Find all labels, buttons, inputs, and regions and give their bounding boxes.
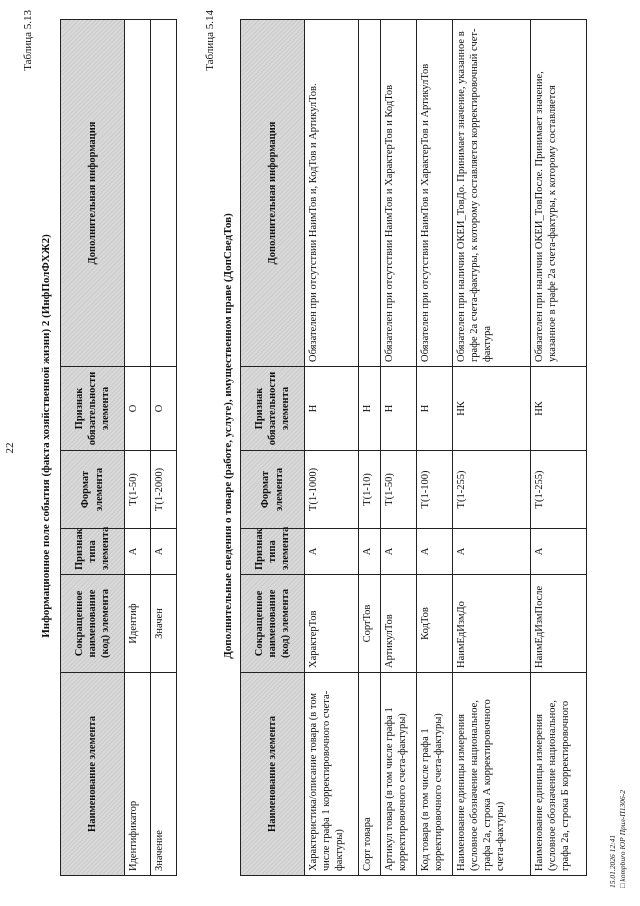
table1-header-row xyxy=(61,20,125,876)
table2-header-required: Признак обязательности элемента xyxy=(241,367,305,451)
cell: Наименование единицы измерения (условное обозначение национальное, графа 2а, строка А корректировочного счета-фактуры) xyxy=(453,673,531,876)
cell: Сорт товара xyxy=(359,673,381,876)
cell: Значение xyxy=(151,673,177,876)
cell: T(1-2000) xyxy=(151,451,177,529)
table-row xyxy=(531,20,587,876)
cell: Характеристика/описание товара (в том числе графа 1 корректировочного счета-фактуры) xyxy=(305,673,359,876)
cell: T(1-100) xyxy=(417,451,453,529)
cell: Идентификатор xyxy=(125,673,151,876)
cell xyxy=(151,20,177,367)
cell: Обязателен при отсутствии НаимТов и ХарактерТов и АртикулТов xyxy=(417,20,453,367)
cell: СортТов xyxy=(359,575,381,673)
cell: АртикулТов xyxy=(381,575,417,673)
cell: НаимЕдИзмПосле xyxy=(531,575,587,673)
table1-header-info: Дополнительная информация xyxy=(61,20,125,367)
cell: А xyxy=(151,529,177,575)
cell: Идентиф xyxy=(125,575,151,673)
cell: А xyxy=(453,529,531,575)
cell: А xyxy=(381,529,417,575)
cell: T(1-255) xyxy=(453,451,531,529)
table1-header-required: Признак обязательности элемента xyxy=(61,367,125,451)
cell: Значен xyxy=(151,575,177,673)
table2-header-row xyxy=(241,20,305,876)
cell: А xyxy=(417,529,453,575)
table2-header-format: Формат элемента xyxy=(241,451,305,529)
table1-header-type: Признак типа элемента xyxy=(61,529,125,575)
cell: T(1-50) xyxy=(125,451,151,529)
cell: Н xyxy=(305,367,359,451)
footer-date: 15.01.2026 12:41 xyxy=(608,834,617,888)
table-row xyxy=(417,20,453,876)
cell: T(1-10) xyxy=(359,451,381,529)
cell: Н xyxy=(417,367,453,451)
cell: Код товара (в том числе графа 1 корректировочного счета-фактуры) xyxy=(417,673,453,876)
table1-header-code: Сокращенное наименование (код) элемента xyxy=(61,575,125,673)
cell: КодТов xyxy=(417,575,453,673)
cell: Н xyxy=(381,367,417,451)
cell: А xyxy=(125,529,151,575)
table1-caption: Информационное поле события (факта хозяйственной жизни) 2 (ИнфПолФХЖ2) xyxy=(40,234,52,638)
table1-header-format: Формат элемента xyxy=(61,451,125,529)
table-row xyxy=(381,20,417,876)
table-row xyxy=(125,20,151,876)
table2-header-name: Наименование элемента xyxy=(241,673,305,876)
cell: Наименование единицы измерения (условное обозначение национальное, графа 2а, строка Б корректировочного xyxy=(531,673,587,876)
cell: Обязателен при наличии ОКЕИ_ТовДо. Принимает значение, указанное в графе 2а счета-фактуры, к которому составляется корректировочный счет-фактура xyxy=(453,20,531,367)
footer-stamp xyxy=(608,728,628,888)
cell: НК xyxy=(531,367,587,451)
table2-header-code: Сокращенное наименование (код) элемента xyxy=(241,575,305,673)
cell: Обязателен при отсутствии НаимТов и ХарактерТов и КодТов xyxy=(381,20,417,367)
table-row xyxy=(453,20,531,876)
table-row xyxy=(305,20,359,876)
table2-caption: Дополнительные сведения о товаре (работе, услуге), имущественном праве (ДопСведТов) xyxy=(222,213,234,659)
cell: T(1-255) xyxy=(531,451,587,529)
cell: А xyxy=(305,529,359,575)
cell: А xyxy=(359,529,381,575)
footer-id: □ kompburo ЮР Прил-П1306-2 xyxy=(617,790,627,888)
cell: Н xyxy=(359,367,381,451)
cell: Обязателен при наличии ОКЕИ_ТовПосле. Принимает значение, указанное в графе 2а счета-фактуры, к которому составляется xyxy=(531,20,587,367)
cell: Обязателен при отсутствии НаимТов и, КодТов и АртикулТов. xyxy=(305,20,359,367)
table-row xyxy=(151,20,177,876)
cell xyxy=(125,20,151,367)
cell: О xyxy=(151,367,177,451)
cell: T(1-1000) xyxy=(305,451,359,529)
cell: О xyxy=(125,367,151,451)
cell: Артикул товара (в том числе графа 1 корректировочного счета-фактуры) xyxy=(381,673,417,876)
cell: А xyxy=(531,529,587,575)
cell: ХарактерТов xyxy=(305,575,359,673)
page-number: 22 xyxy=(4,442,16,454)
cell: НаимЕдИзмДо xyxy=(453,575,531,673)
cell xyxy=(359,20,381,367)
table2-header-info: Дополнительная информация xyxy=(241,20,305,367)
table2-label: Таблица 5.14 xyxy=(204,10,216,71)
table1 xyxy=(60,19,177,876)
table2 xyxy=(240,19,587,876)
table1-header-name: Наименование элемента xyxy=(61,673,125,876)
cell: T(1-50) xyxy=(381,451,417,529)
table1-label: Таблица 5.13 xyxy=(22,10,34,71)
table-row xyxy=(359,20,381,876)
table2-header-type: Признак типа элемента xyxy=(241,529,305,575)
cell: НК xyxy=(453,367,531,451)
